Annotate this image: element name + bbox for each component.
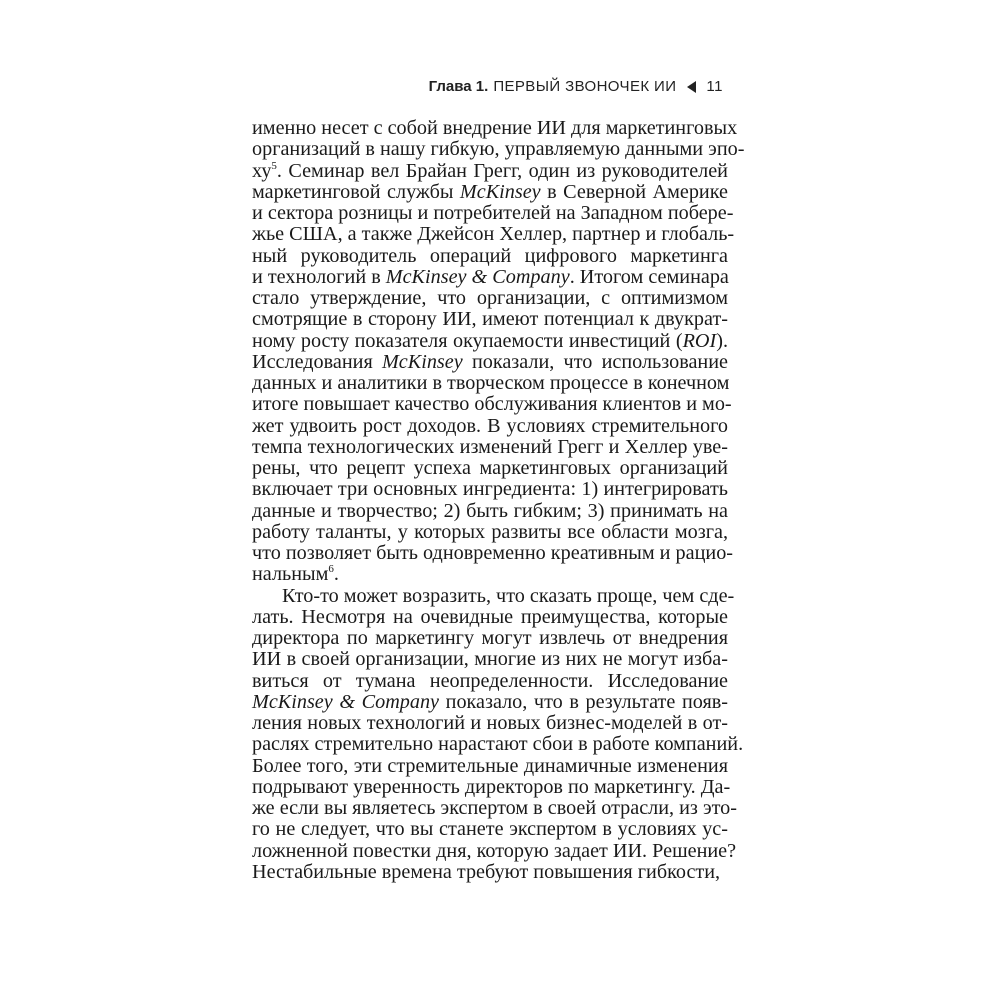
triangle-left-icon [687, 81, 696, 93]
text-line [252, 373, 728, 394]
text-line [252, 542, 734, 564]
text-run: включает три основных ингредиента: 1) интегрировать [252, 478, 728, 501]
italic-term: McKinsey & Company [252, 690, 440, 713]
text-run: нальным [252, 563, 329, 586]
text-run: показали, что использование [462, 350, 728, 373]
paragraph-2 [252, 584, 744, 884]
text-run: данные и творчество; 2) быть гибким; 3) принимать на [252, 499, 728, 522]
text-line [252, 649, 728, 670]
text-line [252, 161, 728, 182]
italic-term: ROI [682, 329, 717, 352]
text-line [252, 416, 728, 437]
text-run: ления новых технологий и новых бизнес-моделей в от- [252, 712, 728, 734]
footnote-ref: 5 [271, 159, 277, 172]
text-line [252, 246, 728, 267]
text-run: раслях стремительно нарастают сбои в работе компаний. [252, 733, 744, 756]
text-line [252, 331, 728, 352]
text-line [252, 522, 728, 543]
text-line [252, 479, 728, 500]
text-run: . Семинар вел Брайан Грегг, один из руководителей [276, 159, 728, 182]
text-run: ). [716, 329, 728, 352]
text-line [252, 393, 732, 416]
text-run: Исследования [252, 350, 382, 373]
italic-term: McKinsey & Company [385, 265, 570, 288]
text-run: ному росту показателя окупаемости инвестиций ( [252, 329, 683, 352]
text-run: в Северной Америке [540, 180, 728, 203]
text-run: подрывают уверенность директоров по маркетингу. Да- [252, 775, 731, 798]
text-run: ху [252, 159, 272, 182]
text-run: и технологий в [252, 265, 386, 288]
text-run: ный руководитель операций цифрового маркетинга [252, 244, 728, 267]
text-line [252, 628, 728, 649]
text-run: жет удвоить рост доходов. В условиях стремительного [252, 414, 728, 437]
text-run: . [333, 563, 339, 586]
text-line [252, 839, 737, 862]
text-line [252, 182, 728, 203]
text-run: Кто-то может возразить, что сказать проще, чем сде- [282, 584, 735, 607]
chapter-title: ПЕРВЫЙ ЗВОНОЧЕК ИИ [493, 78, 677, 95]
footnote-ref: 6 [328, 563, 334, 576]
text-run: и сектора розницы и потребителей на Западном побере- [252, 202, 734, 224]
text-run: данных и аналитики в творческом процессе в конечном [252, 372, 730, 394]
text-run: ложненной повестки дня, которую задает ИИ. Решение? [252, 839, 737, 862]
text-line [252, 713, 728, 734]
text-run: рены, что рецепт успеха маркетинговых организаций [252, 457, 728, 479]
text-run: именно несет с собой внедрение ИИ для маркетинговых [252, 117, 738, 139]
text-run: же если вы являетесь экспертом в своей отрасли, из это- [252, 797, 737, 819]
text-run: маркетинговой службы [252, 180, 460, 203]
body-text [252, 117, 745, 883]
text-run: стало утверждение, что организации, с оптимизмом [252, 287, 728, 309]
running-header [429, 78, 723, 95]
page-number: 11 [706, 78, 723, 95]
text-run: показало, что в результате появ- [439, 690, 728, 713]
text-line [252, 584, 735, 607]
text-line [252, 138, 745, 161]
text-line [252, 437, 728, 458]
text-line [252, 607, 728, 628]
text-line [252, 862, 728, 883]
text-run: организаций в нашу гибкую, управляемую данными эпо- [252, 138, 745, 161]
text-line [252, 501, 728, 522]
text-run: что позволяет быть одновременно креативным и рацио- [252, 542, 734, 564]
text-line [252, 352, 728, 373]
text-run: виться от тумана неопределенности. Исследование [252, 669, 728, 692]
text-line [252, 288, 728, 309]
text-line [252, 671, 728, 692]
text-run: Более того, эти стремительные динамичные изменения [252, 754, 728, 777]
text-run: . Итогом семинара [569, 265, 729, 288]
text-line [252, 564, 728, 585]
text-line [252, 309, 728, 330]
text-line [252, 458, 728, 479]
text-run: жье США, а также Джейсон Хеллер, партнер и глобаль- [252, 223, 735, 246]
text-run: ИИ в своей организации, многие из них не могут изба- [252, 648, 728, 671]
text-line [252, 692, 728, 713]
text-line [252, 202, 734, 224]
text-run: лать. Несмотря на очевидные преимущества, которые [252, 605, 728, 628]
text-line [252, 797, 737, 819]
italic-term: McKinsey [459, 180, 541, 203]
chapter-label: Глава 1. [428, 78, 489, 95]
italic-term: McKinsey [381, 350, 463, 373]
text-line [252, 117, 738, 139]
text-line [252, 756, 728, 777]
text-line [252, 223, 735, 246]
text-run: итоге повышает качество обслуживания клиентов и мо- [252, 393, 732, 416]
text-run: темпа технологических изменений Грегг и Хеллер уве- [252, 435, 728, 458]
text-line [252, 819, 728, 840]
text-run: работу таланты, у которых развиты все области мозга, [252, 520, 728, 543]
text-run: го не следует, что вы станете экспертом в условиях ус- [252, 818, 728, 841]
text-line [252, 267, 728, 288]
text-run: директора по маркетингу могут извлечь от внедрения [252, 627, 728, 649]
text-line [252, 775, 731, 798]
text-run: смотрящие в сторону ИИ, имеют потенциал к двукрат- [252, 308, 728, 331]
text-run: Нестабильные времена требуют повышения гибкости, [252, 860, 721, 883]
paragraph-1 [252, 117, 745, 586]
text-line [252, 733, 744, 756]
